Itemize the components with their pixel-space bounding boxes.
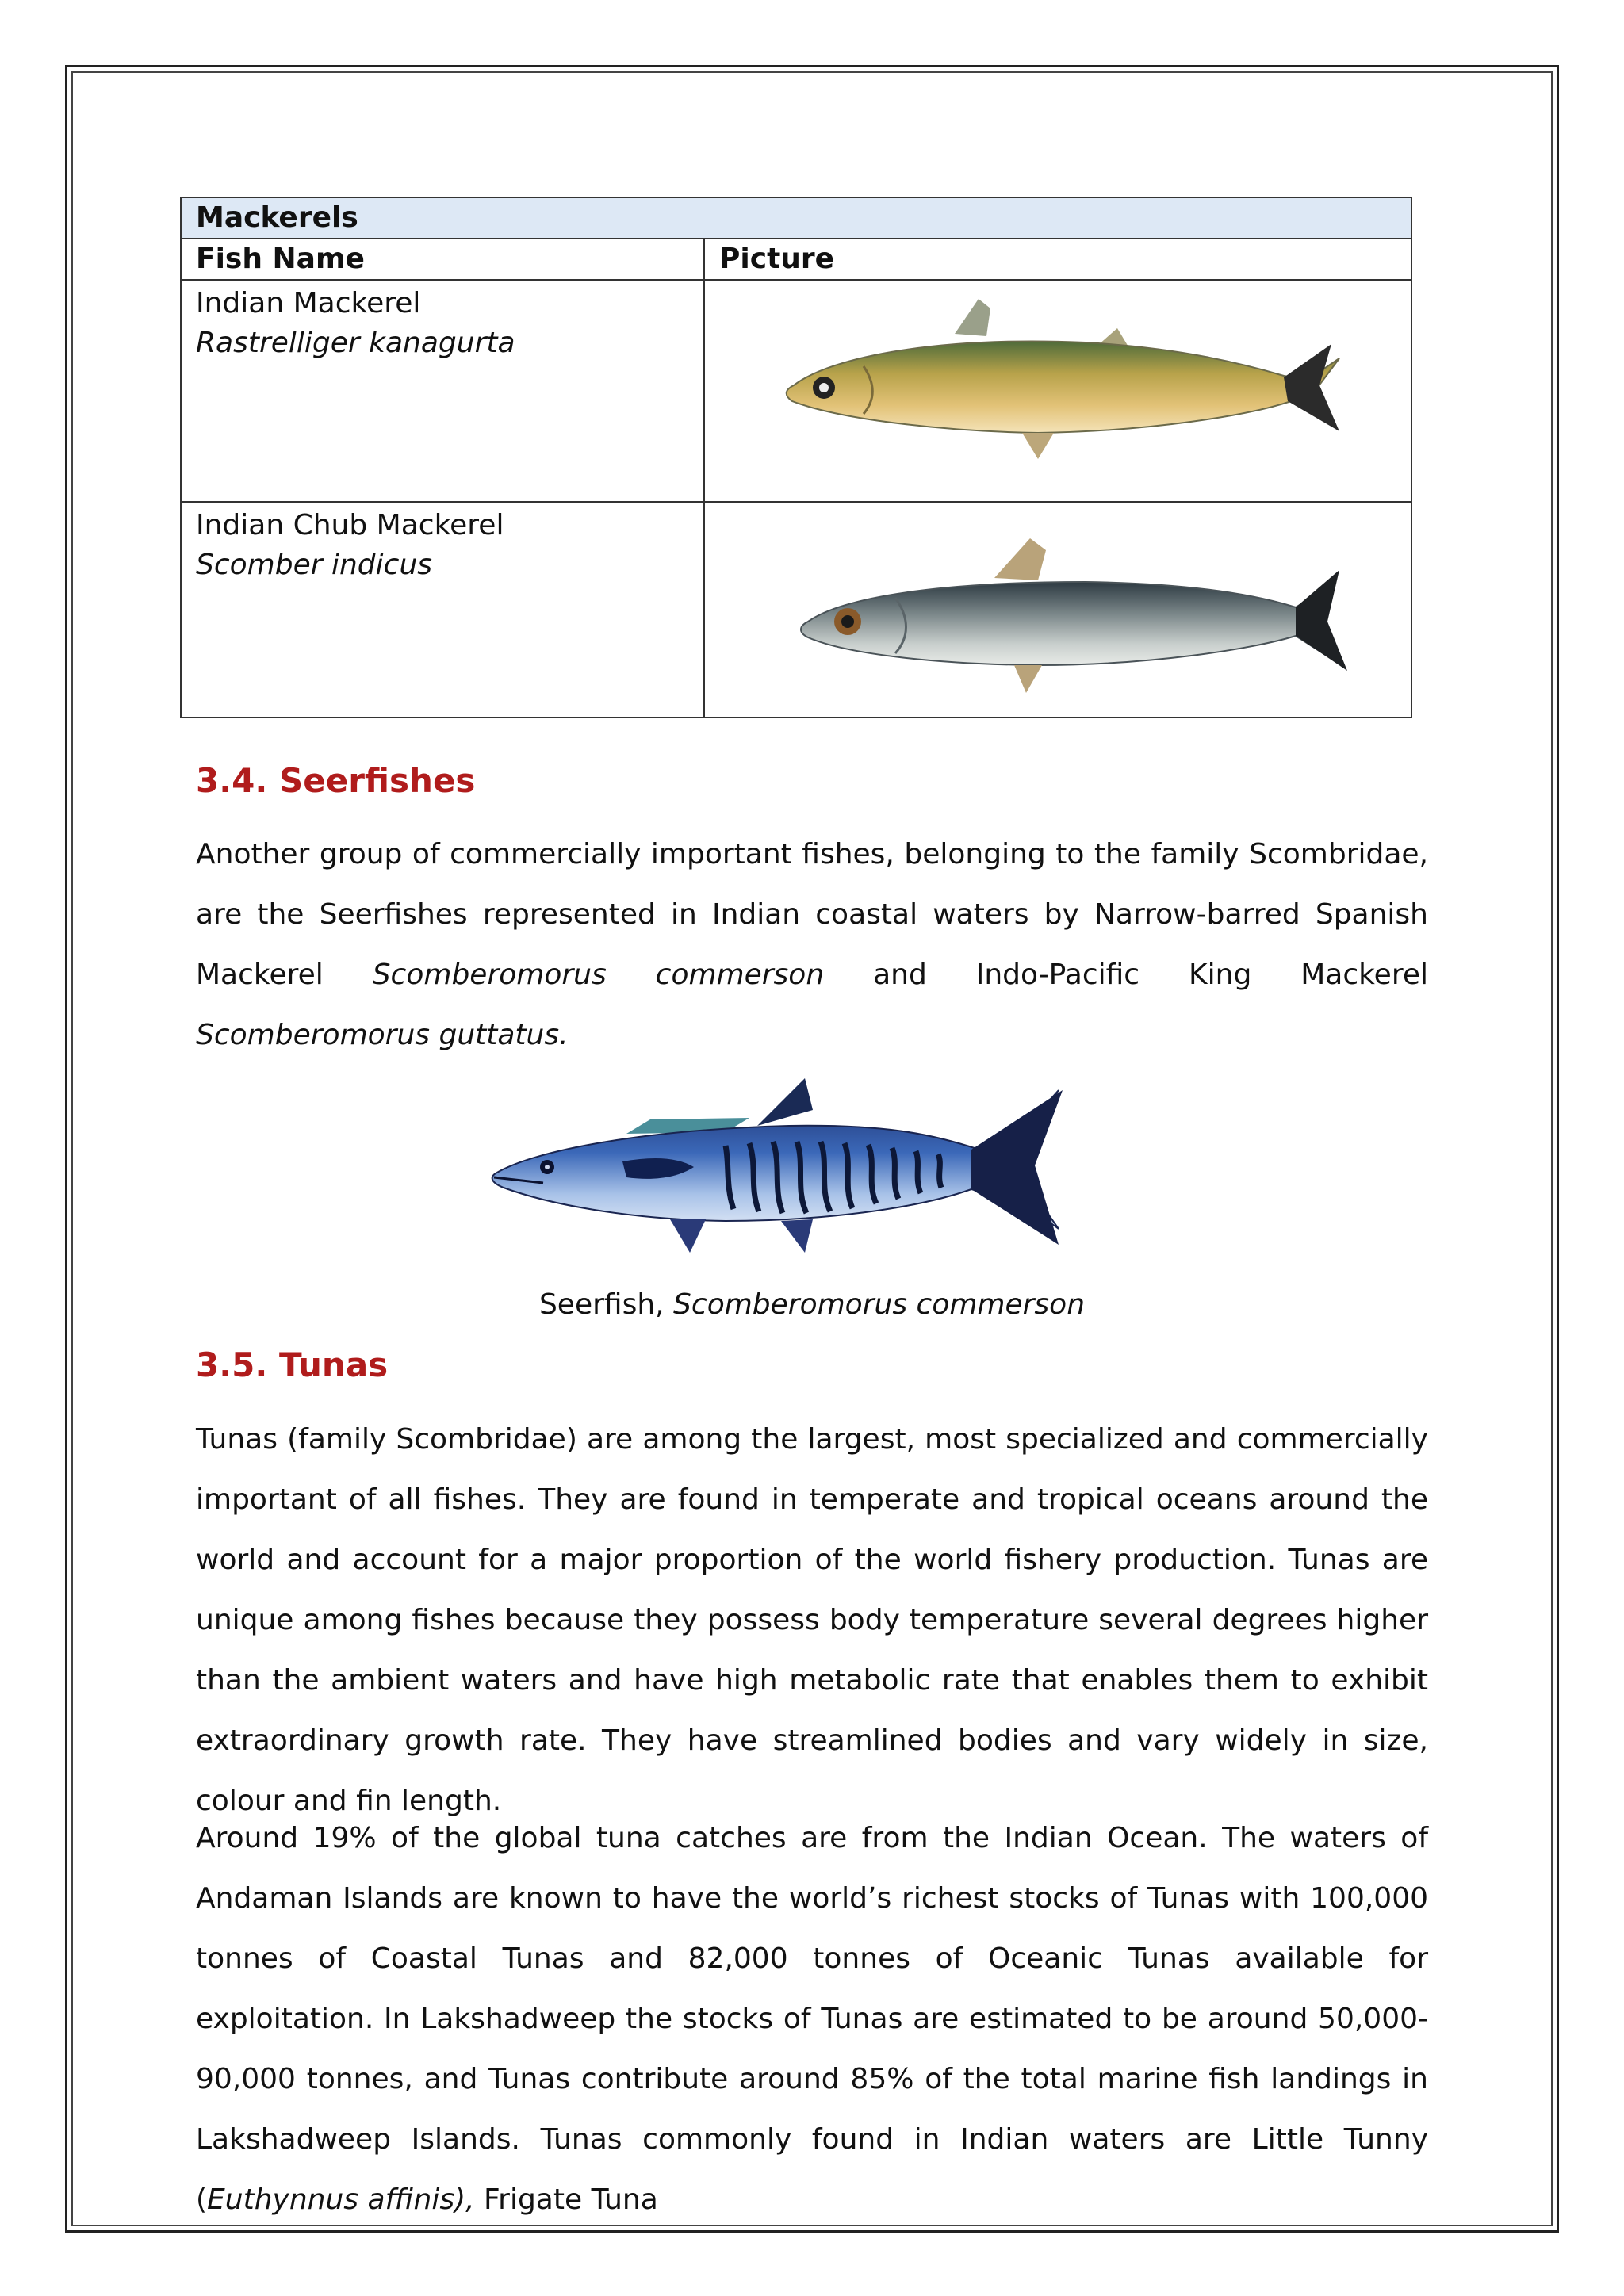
table-row — [181, 280, 1411, 502]
seerfishes-text-2: and Indo-Pacific King Mackerel — [824, 959, 1428, 991]
table-header-row — [181, 239, 1411, 280]
seerfish-illustration — [488, 1062, 1138, 1269]
column-header-fish-name: Fish Name — [181, 239, 704, 280]
section-heading-seerfishes: 3.4. Seerfishes — [196, 761, 476, 800]
fish-common-name: Indian Chub Mackerel — [196, 509, 504, 541]
seerfishes-text-1: Another group of commercially important fishes, belonging to the family Scombridae, are the Seerfishes represented in Indian coastal waters by Narrow-barred Spanish Mackerel — [196, 838, 1428, 991]
tunas-species-1: Euthynnus affinis), — [207, 2183, 475, 2216]
mackerels-table — [180, 197, 1412, 718]
tunas-text-1: Around 19% of the global tuna catches are from the Indian Ocean. The waters of Andaman Islands are known to have the world’s richest stocks of Tunas with 100,000 tonnes of Coastal Tunas and 82,000 tonnes of Oceanic Tunas available for exploitation. In Lakshadweep the stocks of Tunas are estimated to be around 50,000-90,000 tonnes, and Tunas contribute around 85% of the total marine fish landings in Lakshadweep Islands. Tunas commonly found in Indian waters are Little Tunny ( — [196, 1822, 1428, 2216]
fish-common-name: Indian Mackerel — [196, 287, 421, 320]
caption-species: Scomberomorus commerson — [673, 1288, 1086, 1321]
tunas-paragraph-1: Tunas (family Scombridae) are among the largest, most specialized and commercially important of all fishes. They are found in temperate and tropical oceans around the world and account for a major proportion of the world fishery production. Tunas are unique among fishes because they possess body temperature several degrees higher than the ambient waters and have high metabolic rate that enables them to exhibit extraordinary growth rate. They have streamlined bodies and vary widely in size, colour and fin length. — [196, 1423, 1428, 1817]
seerfishes-species-2: Scomberomorus guttatus. — [196, 1019, 569, 1051]
fish-picture-cell — [704, 502, 1411, 718]
fish-name-cell — [181, 280, 704, 502]
table-group-title: Mackerels — [181, 197, 1411, 239]
fish-scientific-name: Rastrelliger kanagurta — [196, 327, 515, 359]
indian-mackerel-image — [705, 281, 1442, 495]
fish-picture-cell — [704, 280, 1411, 502]
table-row — [181, 502, 1411, 718]
caption-text: Seerfish, — [538, 1288, 674, 1321]
seerfishes-paragraph — [196, 825, 1428, 1066]
seerfish-caption — [0, 1288, 1624, 1321]
fish-scientific-name: Scomber indicus — [196, 549, 433, 581]
table-group-row — [181, 197, 1411, 239]
indian-chub-mackerel-image — [705, 503, 1442, 710]
fish-name-cell — [181, 502, 704, 718]
seerfishes-species-1: Scomberomorus commerson — [372, 959, 825, 991]
column-header-picture: Picture — [704, 239, 1411, 280]
tunas-text-2: Frigate Tuna — [474, 2183, 658, 2216]
section-heading-tunas: 3.5. Tunas — [196, 1345, 389, 1384]
tunas-paragraph-2 — [196, 1808, 1428, 2230]
